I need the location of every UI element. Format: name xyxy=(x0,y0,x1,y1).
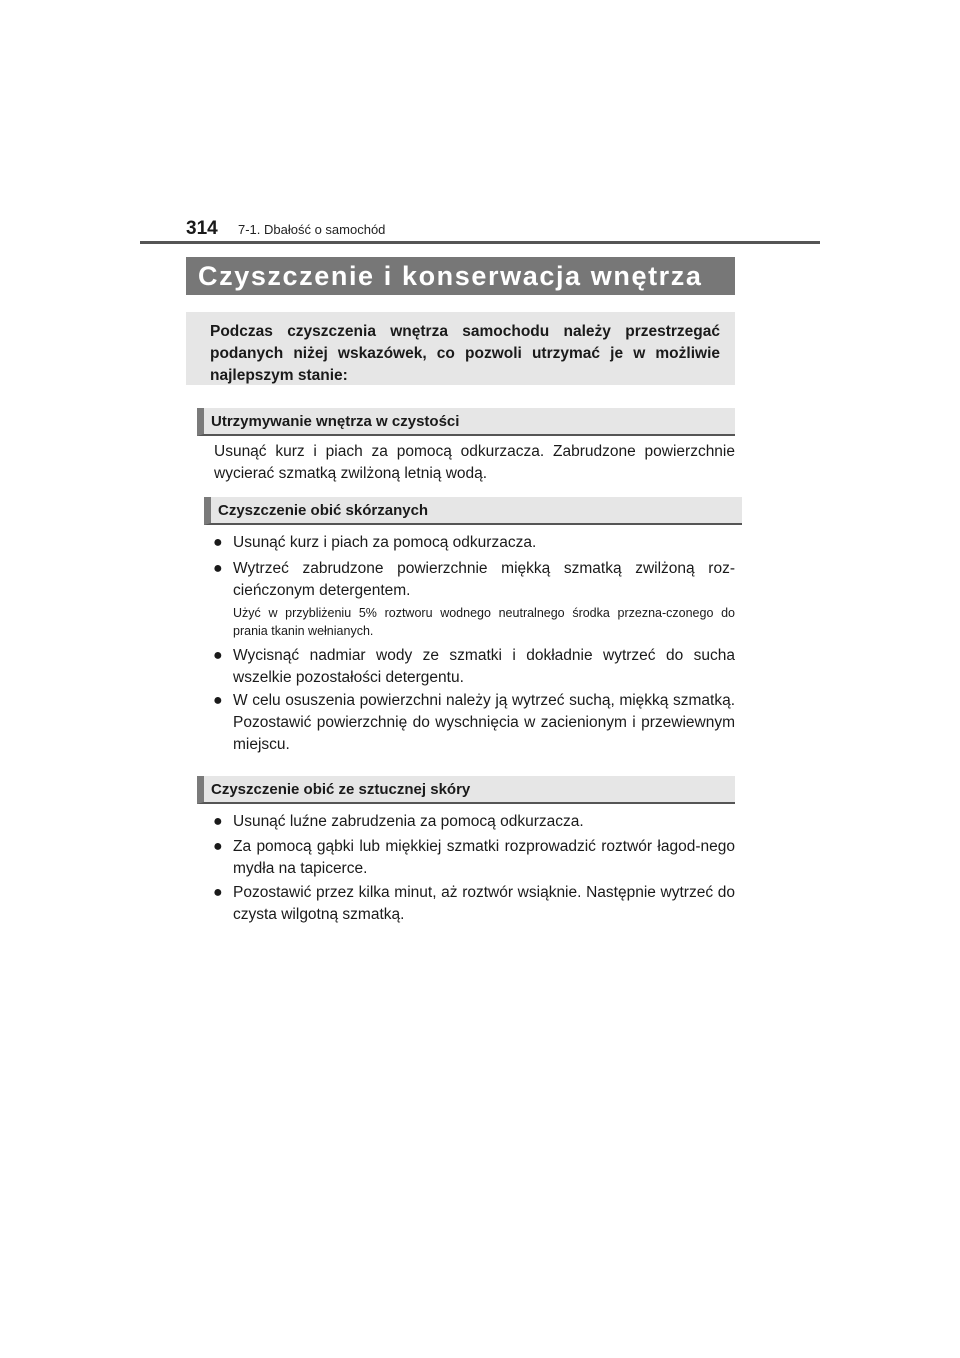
intro-text: Podczas czyszczenia wnętrza samochodu należy przestrzegać podanych niżej wskazówek, co pozwoli utrzymać je w możliwie najlepszym stanie: xyxy=(210,323,720,384)
section-heading-synthetic-leather xyxy=(197,776,735,804)
page-number: 314 xyxy=(186,218,218,239)
list-item xyxy=(213,882,735,926)
bullet-icon: ● xyxy=(213,838,223,855)
list-item xyxy=(213,811,735,833)
section-heading-leather xyxy=(204,497,742,525)
list-item-text: Usunąć kurz i piach za pomocą odkurzacza. xyxy=(233,534,537,551)
list-item xyxy=(213,558,735,602)
page-title: Czyszczenie i konserwacja wnętrza xyxy=(198,260,703,291)
bullet-icon: ● xyxy=(213,560,223,577)
bullet-icon: ● xyxy=(213,647,223,664)
list-item-text: Wycisnąć nadmiar wody ze szmatki i dokładnie wytrzeć do sucha wszelkie pozostałości detergentu. xyxy=(233,647,735,686)
list-item xyxy=(213,690,735,756)
section-reference: 7-1. Dbałość o samochód xyxy=(238,222,386,237)
section-paragraph: Usunąć kurz i piach za pomocą odkurzacza. Zabrudzone powierzchnie wycierać szmatką zwilżoną letnią wodą. xyxy=(214,443,735,482)
list-item-text: Wytrzeć zabrudzone powierzchnie miękką szmatką zwilżoną roz-cieńczonym detergentem. xyxy=(233,560,735,599)
header-divider xyxy=(140,241,820,244)
section-heading-interior-cleaning xyxy=(197,408,735,436)
list-item xyxy=(213,836,735,880)
intro-box xyxy=(186,312,735,385)
list-item xyxy=(213,532,735,554)
section-heading-label: Utrzymywanie wnętrza w czystości xyxy=(211,412,460,430)
bullet-icon: ● xyxy=(213,884,223,901)
list-item-text: W celu osuszenia powierzchni należy ją wytrzeć suchą, miękką szmatką. Pozostawić powierzchnię do wyschnięcia w zacienionym i przewiewnym miejscu. xyxy=(233,692,735,753)
list-item-text: Pozostawić przez kilka minut, aż roztwór wsiąknie. Następnie wytrzeć do czysta wilgotną szmatką. xyxy=(233,884,735,923)
list-item-text: Za pomocą gąbki lub miękkiej szmatki rozprowadzić roztwór łagod-nego mydła na tapicerce. xyxy=(233,838,735,877)
list-item-text: Usunąć luźne zabrudzenia za pomocą odkurzacza. xyxy=(233,813,584,830)
bullet-icon: ● xyxy=(213,813,223,830)
bullet-icon: ● xyxy=(213,534,223,551)
bullet-icon: ● xyxy=(213,692,223,709)
list-item xyxy=(213,645,735,689)
page-header xyxy=(186,218,385,240)
section-heading-label: Czyszczenie obić ze sztucznej skóry xyxy=(211,780,471,798)
section-heading-label: Czyszczenie obić skórzanych xyxy=(218,501,429,519)
page-title-bar xyxy=(186,257,735,295)
note-text: Użyć w przybliżeniu 5% roztworu wodnego neutralnego środka przezna-czonego do prania tkanin wełnianych. xyxy=(233,606,735,638)
